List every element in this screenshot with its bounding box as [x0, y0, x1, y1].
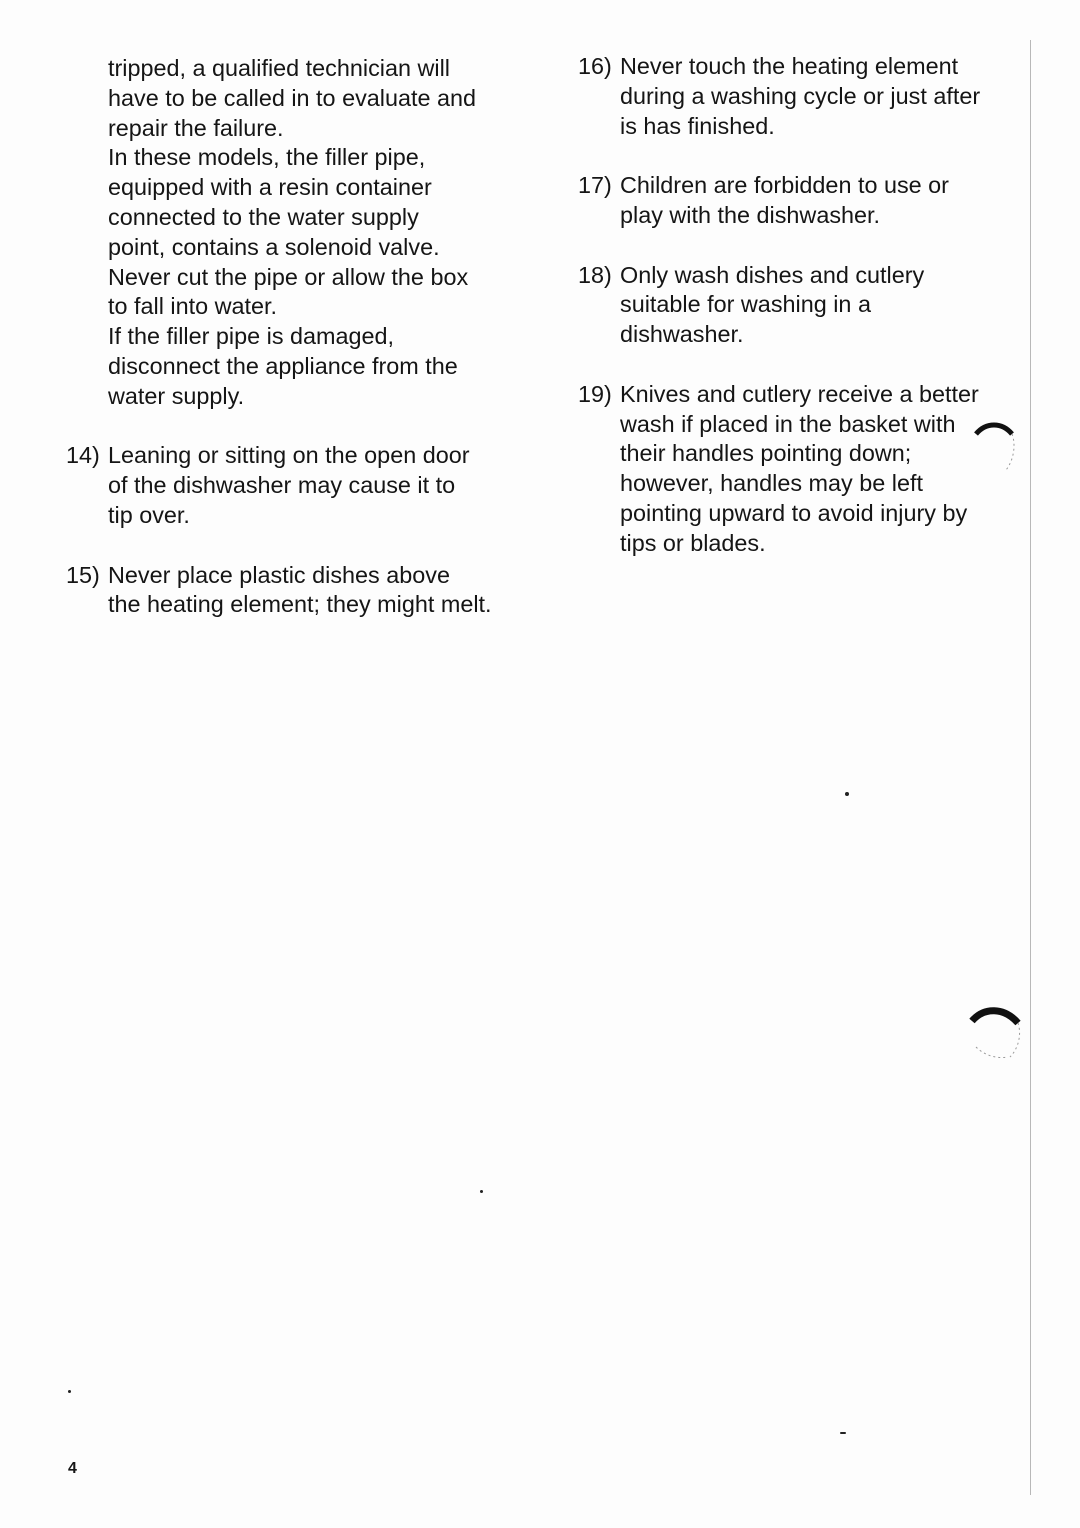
text-line: Leaning or sitting on the open door [108, 442, 470, 469]
text-line: Knives and cutlery receive a better [620, 380, 979, 407]
text-line: Only wash dishes and cutlery [620, 261, 925, 288]
text-line: disconnect the appliance from the [108, 352, 458, 379]
list-item-14 [66, 441, 516, 530]
text-line: however, handles may be left [620, 470, 923, 497]
text-line: tip over. [108, 501, 190, 528]
text-line: equipped with a resin container [108, 174, 432, 201]
list-item-18 [578, 261, 1018, 350]
text-line: tripped, a qualified technician will [108, 55, 450, 81]
text-line: dishwasher. [620, 321, 744, 348]
punch-hole-mark-lower [966, 1005, 1026, 1065]
text-line: have to be called in to evaluate and [108, 84, 477, 111]
left-column [66, 54, 516, 620]
text-line: Never touch the heating element [620, 53, 959, 79]
text-line: is has finished. [620, 112, 775, 139]
list-item-16 [578, 52, 1018, 141]
list-item-15 [66, 561, 516, 621]
continued-paragraph [66, 54, 516, 412]
item-number: 14) [66, 442, 100, 469]
scan-speck [845, 792, 849, 796]
page-edge-rule [1030, 40, 1031, 1495]
list-item-19 [578, 380, 1018, 559]
text-line: play with the dishwasher. [620, 201, 881, 228]
item-number: 15) [66, 561, 100, 588]
text-line: Never place plastic dishes above [108, 561, 450, 588]
item-number: 18) [578, 261, 612, 288]
punch-hole-mark-upper [968, 420, 1020, 480]
item-number: 16) [578, 53, 612, 79]
text-line: to fall into water. [108, 293, 278, 320]
text-line: If the filler pipe is damaged, [108, 323, 395, 350]
scan-speck [480, 1190, 483, 1193]
text-line: the heating element; they might melt. [108, 591, 492, 618]
text-line: of the dishwasher may cause it to [108, 472, 456, 499]
item-number: 19) [578, 380, 612, 407]
text-line: In these models, the filler pipe, [108, 144, 426, 171]
list-item-17 [578, 171, 1018, 231]
item-number: 17) [578, 172, 612, 199]
text-line: point, contains a solenoid valve. [108, 233, 440, 260]
text-line: suitable for washing in a [620, 291, 871, 318]
right-column [578, 52, 1018, 559]
scan-speck [840, 1432, 846, 1434]
text-line: during a washing cycle or just after [620, 82, 981, 109]
text-line: Children are forbidden to use or [620, 172, 949, 199]
scan-speck [68, 1390, 71, 1393]
text-line: water supply. [108, 382, 245, 409]
text-line: their handles pointing down; [620, 440, 912, 467]
page-number: 4 [68, 1460, 77, 1477]
text-line: connected to the water supply [108, 203, 419, 230]
text-line: tips or blades. [620, 529, 766, 556]
text-line: Never cut the pipe or allow the box [108, 263, 469, 290]
text-line: repair the failure. [108, 114, 284, 141]
text-line: wash if placed in the basket with [620, 410, 956, 437]
text-line: pointing upward to avoid injury by [620, 499, 968, 526]
